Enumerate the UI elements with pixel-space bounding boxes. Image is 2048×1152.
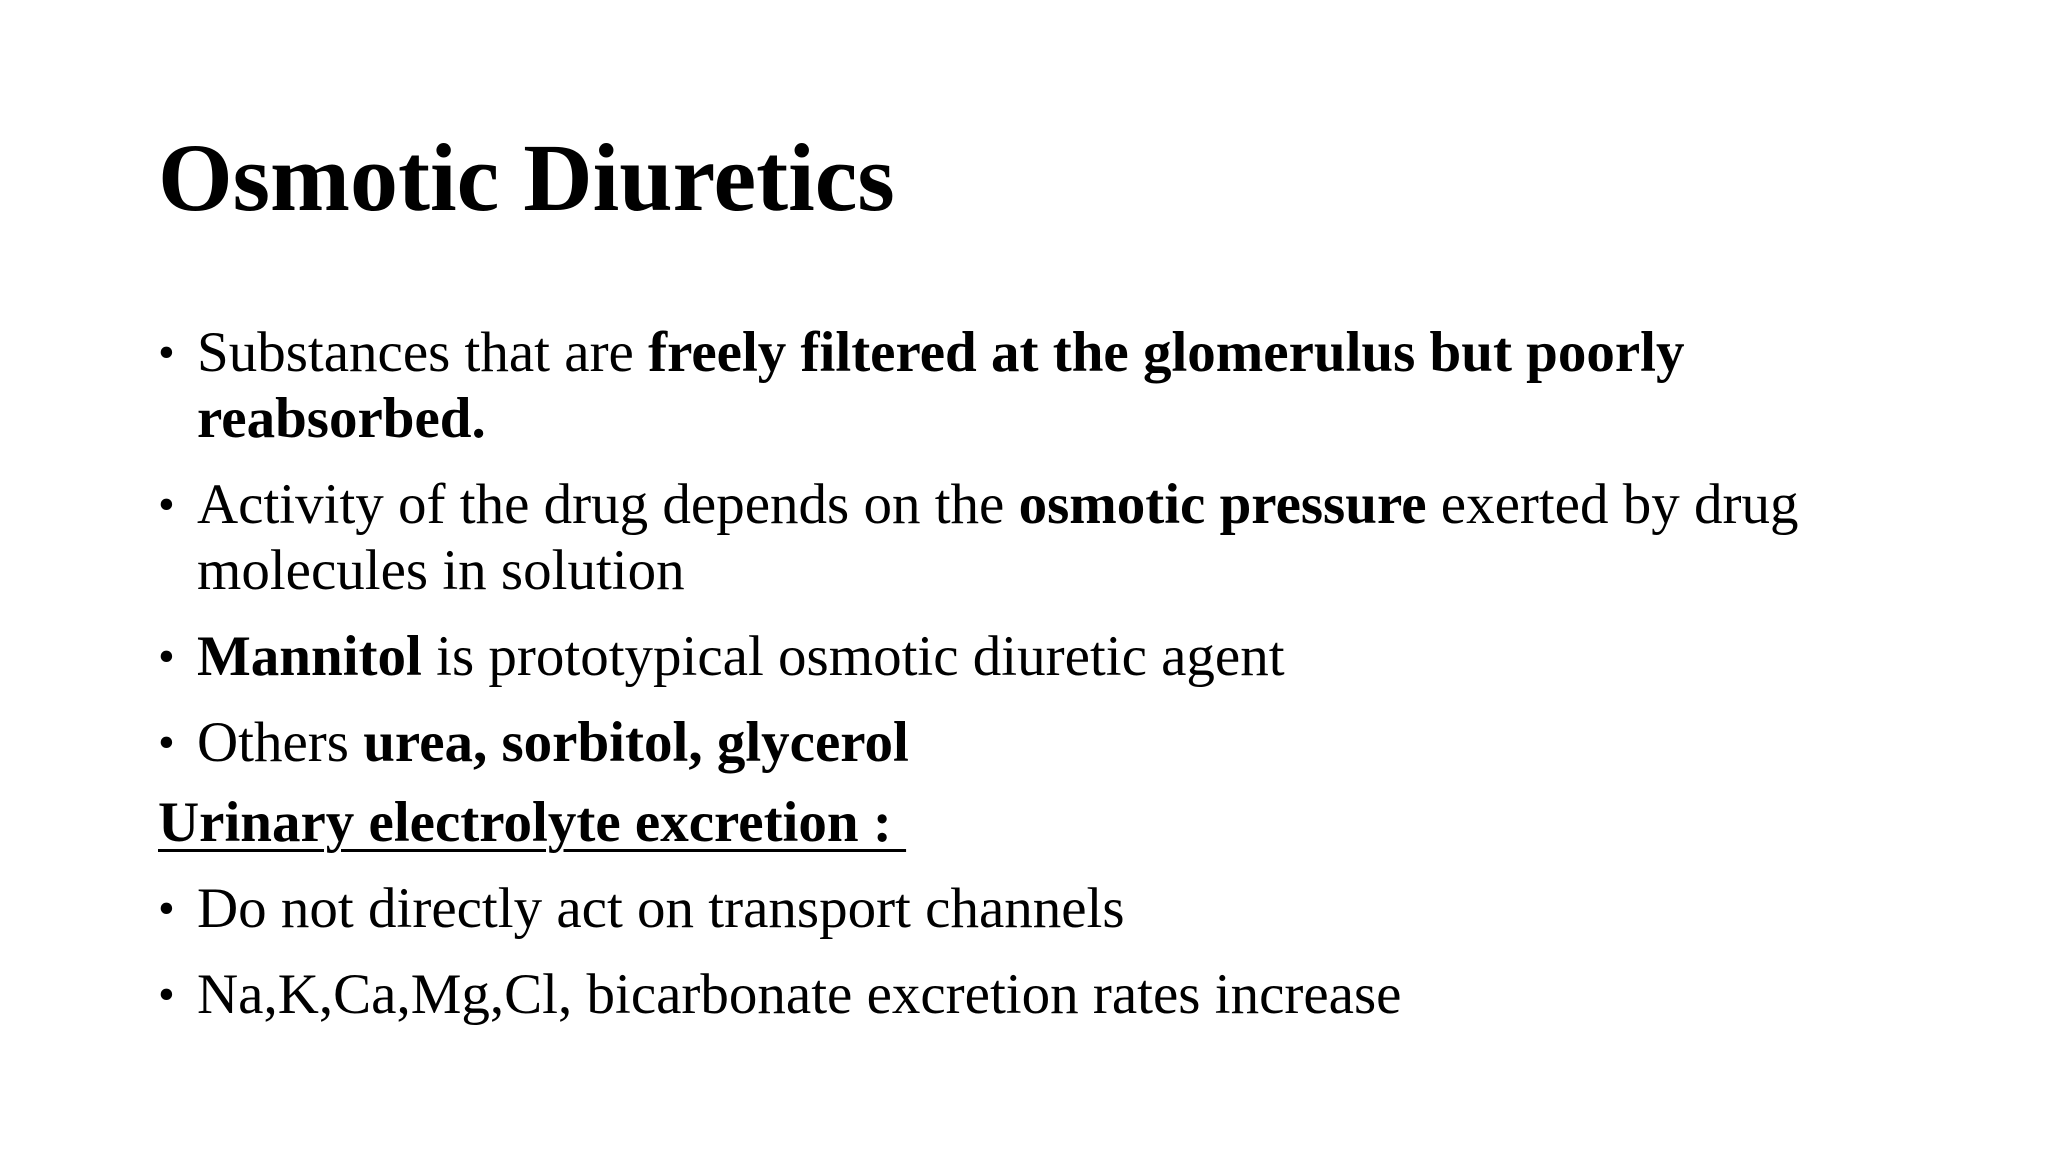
bullet-text: Na,K,Ca,Mg,Cl, bicarbonate excretion rates increase [197, 963, 1402, 1026]
bullet-text-bold: freely filtered at the glomerulus but poorly reabsorbed. [197, 321, 1685, 450]
bullet-icon: • [158, 478, 175, 531]
bullet-icon: • [158, 326, 175, 379]
bullet-icon: • [158, 882, 175, 935]
bullet-text: Substances that are [197, 321, 649, 384]
bullet-icon: • [158, 968, 175, 1021]
bullet-item [158, 876, 1938, 942]
bullet-text-bold: Mannitol [197, 625, 422, 688]
bullet-item [158, 962, 1938, 1028]
bullet-text-bold: osmotic pressure [1018, 473, 1427, 536]
bullet-icon: • [158, 716, 175, 769]
bullet-text: is prototypical osmotic diuretic agent [421, 625, 1285, 688]
bullet-text: Do not directly act on transport channels [197, 877, 1125, 940]
bullet-item [158, 710, 1938, 776]
bullet-item [158, 472, 1938, 604]
bullet-item [158, 624, 1938, 690]
bullet-text-bold: urea, sorbitol, glycerol [363, 711, 909, 774]
slide-title: Osmotic Diuretics [158, 124, 895, 231]
bullet-text: Others [197, 711, 364, 774]
bullet-item [158, 320, 1938, 452]
bullet-text: Activity of the drug depends on the [197, 473, 1019, 536]
bullet-text: exerted by drug molecules in solution [197, 473, 1799, 602]
bullet-icon: • [158, 630, 175, 683]
slide-content [158, 320, 1938, 1048]
section-subheading: Urinary electrolyte excretion : [158, 791, 907, 854]
